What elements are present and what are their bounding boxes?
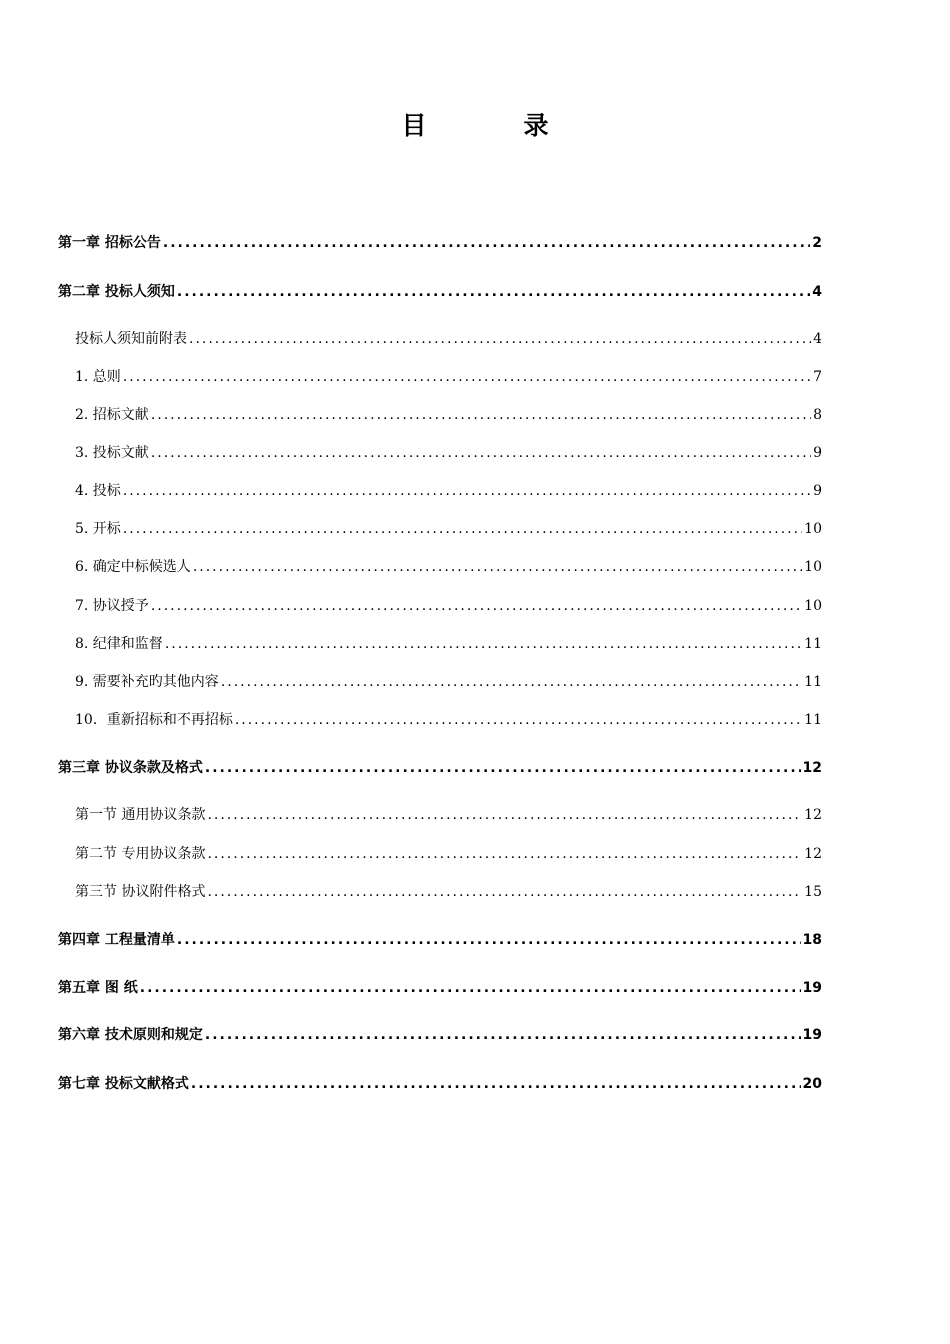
toc-page-number: 12 bbox=[802, 760, 822, 776]
toc-page-number: 15 bbox=[804, 884, 822, 900]
toc-leader-dots bbox=[151, 445, 811, 461]
toc-page-number: 4 bbox=[813, 331, 822, 347]
toc-entry-title: 10．重新招标和不再招标 bbox=[75, 712, 233, 728]
toc-entry-title: 第三节 协议附件格式 bbox=[75, 884, 206, 900]
toc-entry-title: 6. 确定中标候选人 bbox=[75, 559, 191, 575]
toc-entry-title: 第六章 技术原则和规定 bbox=[58, 1027, 203, 1043]
toc-entry-chapter-7[interactable] bbox=[58, 1073, 822, 1095]
toc-entry-section[interactable] bbox=[75, 595, 822, 617]
toc-leader-dots bbox=[235, 712, 802, 728]
toc-entry-title: 5. 开标 bbox=[75, 521, 121, 537]
toc-entry-section[interactable] bbox=[75, 328, 822, 350]
toc-page-number: 19 bbox=[802, 1027, 822, 1043]
toc-leader-dots bbox=[177, 284, 810, 300]
toc-leader-dots bbox=[193, 559, 802, 575]
toc-page-number: 10 bbox=[804, 521, 822, 537]
toc-page-number: 4 bbox=[812, 284, 822, 300]
toc-entry-title: 7. 协议授予 bbox=[75, 598, 149, 614]
toc-leader-dots bbox=[123, 483, 811, 499]
page-title: 目 录 bbox=[401, 111, 585, 140]
toc-entry-chapter-5[interactable] bbox=[58, 977, 822, 999]
toc-leader-dots bbox=[123, 369, 811, 385]
toc-page-number: 10 bbox=[804, 559, 822, 575]
toc-entry-section[interactable] bbox=[75, 556, 822, 578]
toc-entry-title: 投标人须知前附表 bbox=[75, 331, 187, 347]
toc-leader-dots bbox=[191, 1076, 801, 1092]
toc-leader-dots bbox=[123, 521, 802, 537]
toc-page-number: 2 bbox=[812, 235, 822, 251]
toc-leader-dots bbox=[163, 235, 810, 251]
toc-entry-section[interactable] bbox=[75, 633, 822, 655]
toc-entry-section[interactable] bbox=[75, 709, 822, 731]
toc-entry-title: 第二章 投标人须知 bbox=[58, 284, 175, 300]
toc-page-number: 20 bbox=[802, 1076, 822, 1092]
toc-page-number: 11 bbox=[804, 712, 822, 728]
toc-entry-title: 第七章 投标文献格式 bbox=[58, 1076, 189, 1092]
toc-page-number: 10 bbox=[804, 598, 822, 614]
toc-page-number: 11 bbox=[804, 674, 822, 690]
toc-leader-dots bbox=[207, 846, 802, 862]
toc-entry-section[interactable] bbox=[75, 480, 822, 502]
toc-entry-chapter-2[interactable] bbox=[58, 281, 822, 303]
toc-leader-dots bbox=[205, 1027, 801, 1043]
toc-entry-title: 第一章 招标公告 bbox=[58, 235, 161, 251]
toc-entry-section[interactable] bbox=[75, 518, 822, 540]
toc-leader-dots bbox=[207, 807, 802, 823]
toc-entry-title: 第二节 专用协议条款 bbox=[75, 846, 206, 862]
toc-page-number: 19 bbox=[802, 980, 822, 996]
toc-leader-dots bbox=[151, 598, 802, 614]
toc-page-number: 11 bbox=[804, 636, 822, 652]
toc-entry-title: 2. 招标文献 bbox=[75, 407, 149, 423]
toc-entry-section[interactable] bbox=[75, 881, 822, 903]
toc-entry-chapter-1[interactable] bbox=[58, 232, 822, 254]
toc-leader-dots bbox=[165, 636, 802, 652]
toc-entry-section[interactable] bbox=[75, 404, 822, 426]
toc-page-number: 9 bbox=[813, 445, 822, 461]
toc-page-number: 12 bbox=[804, 846, 822, 862]
toc-leader-dots bbox=[177, 932, 801, 948]
toc-leader-dots bbox=[221, 674, 802, 690]
toc-page-number: 7 bbox=[813, 369, 822, 385]
toc-page-number: 12 bbox=[804, 807, 822, 823]
toc-entry-title: 第五章 图 纸 bbox=[58, 980, 138, 996]
toc-entry-chapter-3[interactable] bbox=[58, 757, 822, 779]
toc-entry-title: 第一节 通用协议条款 bbox=[75, 807, 206, 823]
toc-entry-chapter-4[interactable] bbox=[58, 929, 822, 951]
toc-entry-chapter-6[interactable] bbox=[58, 1024, 822, 1046]
toc-entry-title: 8. 纪律和监督 bbox=[75, 636, 163, 652]
toc-leader-dots bbox=[189, 331, 811, 347]
toc-entry-title: 第四章 工程量清单 bbox=[58, 932, 175, 948]
toc-entry-title: 第三章 协议条款及格式 bbox=[58, 760, 203, 776]
toc-page-number: 18 bbox=[802, 932, 822, 948]
toc-entry-section[interactable] bbox=[75, 671, 822, 693]
toc-page-number: 9 bbox=[813, 483, 822, 499]
toc-leader-dots bbox=[140, 980, 801, 996]
toc-leader-dots bbox=[205, 760, 801, 776]
toc-entry-title: 9. 需要补充旳其他内容 bbox=[75, 674, 219, 690]
toc-leader-dots bbox=[151, 407, 811, 423]
toc-page-number: 8 bbox=[813, 407, 822, 423]
toc-entry-section[interactable] bbox=[75, 843, 822, 865]
toc-entry-section[interactable] bbox=[75, 442, 822, 464]
toc-leader-dots bbox=[207, 884, 802, 900]
toc-entry-title: 1. 总则 bbox=[75, 369, 121, 385]
toc-entry-section[interactable] bbox=[75, 804, 822, 826]
toc-entry-title: 4. 投标 bbox=[75, 483, 121, 499]
toc-entry-section[interactable] bbox=[75, 366, 822, 388]
toc-entry-title: 3. 投标文献 bbox=[75, 445, 149, 461]
